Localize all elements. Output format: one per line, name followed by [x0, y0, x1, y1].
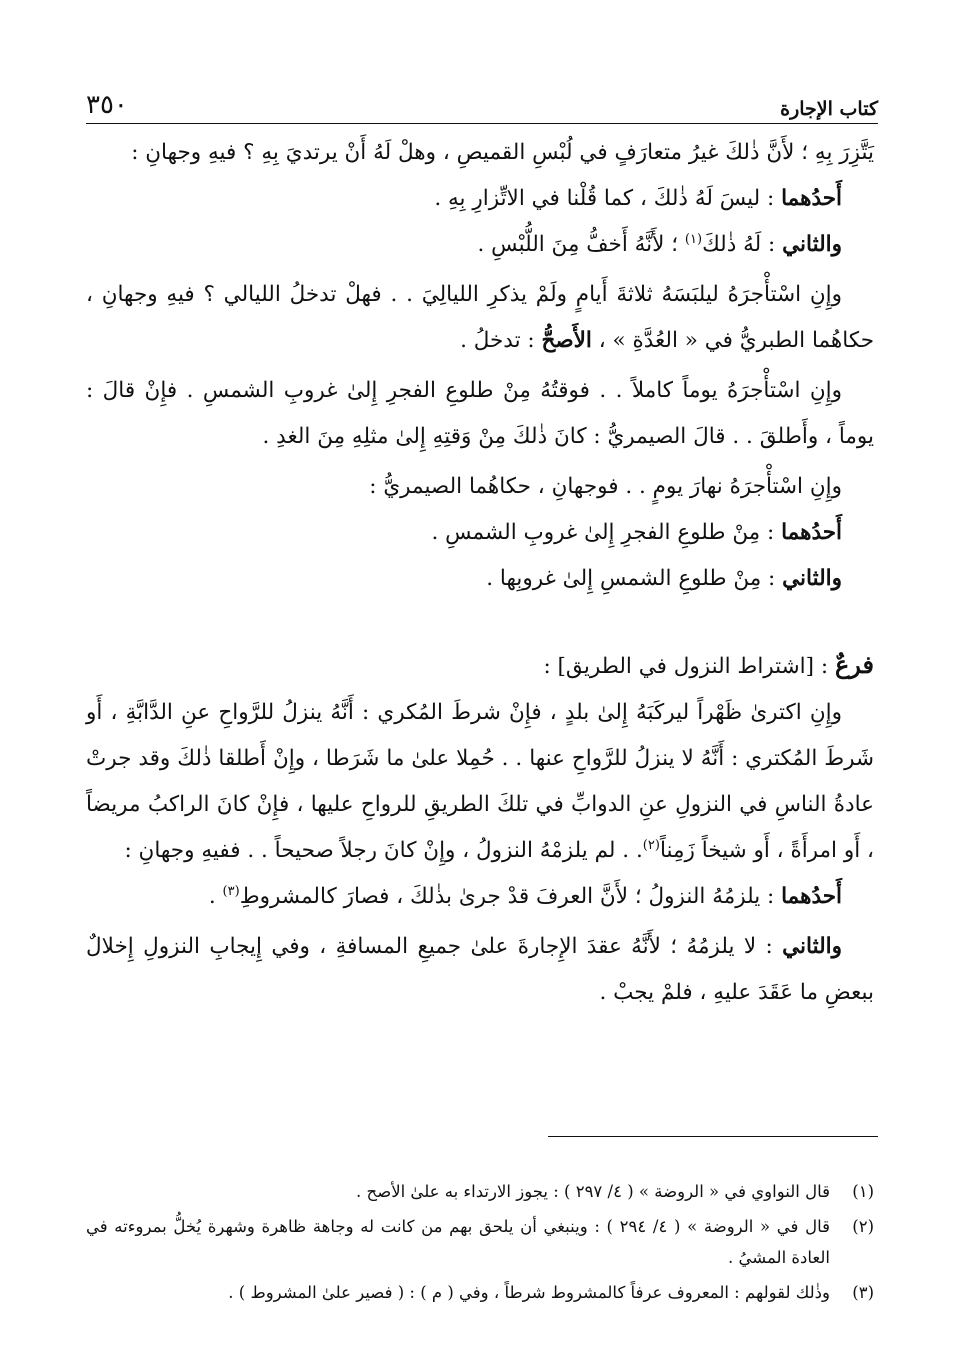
- ruling-label: الأَصحُّ: [541, 328, 592, 353]
- opinion-label: أَحدُهما: [781, 520, 842, 545]
- paragraph: [86, 130, 874, 176]
- paragraph-text: : يلزمُهُ النزولُ ؛ لأَنَّ العرفَ قدْ جرىٰ بذٰلكَ ، فصارَ كالمشروطِ: [239, 884, 775, 909]
- opinion-label: والثاني: [782, 934, 842, 959]
- paragraph: [86, 924, 874, 1016]
- footnote-text: قال في « الروضة » ( ٤/ ٢٩٤ ) : وينبغي أن يلحق بهم من كانت له وجاهة ظاهرة وشهرة يُخلُّ بمروءته في العادة المشيُ .: [86, 1217, 830, 1267]
- main-text: [86, 130, 874, 1016]
- opinion-label: والثاني: [782, 566, 842, 591]
- section-title: : [اشتراط النزول في الطريق] :: [543, 654, 829, 679]
- section-heading: [86, 642, 874, 690]
- paragraph-text: : مِنْ طلوعِ الفجرِ إِلىٰ غروبِ الشمسِ .: [431, 520, 775, 545]
- paragraph: [86, 556, 874, 602]
- paragraph-text: وإِنِ اسْتأْجرَهُ ليلبَسَهُ ثلاثةَ أَيامٍ ولَمْ يذكرِ الليالِيَ . . فهلْ تدخلُ الليالي ؟ فيهِ وجهانِ ، حكاهُما الطبريُّ في « العُدَّةِ » ،: [86, 282, 874, 353]
- paragraph-text: : لا يلزمُهُ ؛ لأَنَّهُ عقدَ الإِجارةَ علىٰ جميعِ المسافةِ ، وفي إِيجابِ النزولِ إِخلالٌ ببعضِ ما عَقَدَ عليهِ ، فلمْ يجبْ .: [86, 934, 874, 1005]
- opinion-label: أَحدُهما: [781, 884, 842, 909]
- page-header: [86, 84, 878, 120]
- paragraph-text: . . لم يلزمْهُ النزولُ ، وإِنْ كانَ رجلاً صحيحاً . . ففيهِ وجهانِ :: [124, 838, 643, 863]
- paragraph: [86, 222, 874, 268]
- footnote-reference[interactable]: (٣): [222, 883, 240, 899]
- paragraph-text: يَتَّزِرَ بِهِ ؛ لأَنَّ ذٰلكَ غيرُ متعارَفٍ في لُبْسِ القميصِ ، وهلْ لَهُ أَنْ يرتديَ بِهِ ؟ فيهِ وجهانِ :: [131, 140, 874, 165]
- footnotes: [86, 1176, 874, 1312]
- header-rule: [86, 123, 878, 124]
- footnote-reference[interactable]: (٢): [642, 837, 660, 853]
- footnote-text: قال النواوي في « الروضة » ( ٤/ ٢٩٧ ) : يجوز الارتداء به علىٰ الأصح .: [356, 1182, 830, 1201]
- paragraph-text: وإِنِ اسْتأْجرَهُ نهارَ يومٍ . . فوجهانِ ، حكاهُما الصيمريُّ :: [369, 474, 842, 499]
- section-label: فرعٌ: [834, 650, 874, 679]
- paragraph-text: وإِنِ اكترىٰ ظَهْراً ليركَبَهُ إِلىٰ بلدٍ ، فإِنْ شرطَ المُكري : أَنَّهُ ينزلُ للرَّواحِ عنِ الدَّابَّةِ ، أَو شَرطَ المُكتري : أَنَّهُ لا ينزلُ للرَّواحِ عنها . . حُمِلا علىٰ ما شَرَطا ، وإِنْ أَطلقا ذٰلكَ وقد جرتْ عادةُ الناسِ في النزولِ عنِ الدوابِّ في تلكَ الطريقِ للرواحِ عليها ، فإِنْ كانَ الراكبُ مريضاً ، أَو امرأَةً ، أَو شيخاً زَمِناً: [86, 700, 874, 863]
- paragraph-text: .: [208, 884, 216, 909]
- paragraph: [86, 272, 874, 364]
- paragraph-text: وإِنِ اسْتأْجرَهُ يوماً كاملاً . . فوقتُهُ مِنْ طلوعِ الفجرِ إِلىٰ غروبِ الشمسِ . فإِنْ قالَ : يوماً ، وأَطلقَ . . قالَ الصيمريُّ : كانَ ذٰلكَ مِنْ وَقتِهِ إِلىٰ مثلِهِ مِنَ الغدِ .: [86, 378, 874, 449]
- paragraph: [86, 176, 874, 222]
- paragraph: [86, 510, 874, 556]
- opinion-label: أَحدُهما: [781, 186, 842, 211]
- paragraph-text: : مِنْ طلوعِ الشمسِ إِلىٰ غروبِها .: [486, 566, 776, 591]
- paragraph-text: : تدخلُ .: [460, 328, 535, 353]
- paragraph: [86, 874, 874, 920]
- footnote: [86, 1176, 874, 1207]
- footnote-rule: [548, 1136, 878, 1137]
- running-title: كتاب الإجارة: [780, 98, 878, 120]
- paragraph-text: : ليسَ لَهُ ذٰلكَ ، كما قُلْنا في الاتِّزارِ بِهِ .: [434, 186, 775, 211]
- footnote: [86, 1211, 874, 1273]
- paragraph: [86, 368, 874, 460]
- footnote-text: وذٰلك لقولهم : المعروف عرفاً كالمشروط شرطاً ، وفي ( م ) : ( فصير علىٰ المشروط ) .: [228, 1283, 830, 1302]
- footnote-number: (٣): [852, 1283, 874, 1302]
- paragraph-text: : لَهُ ذٰلكَ: [702, 232, 776, 257]
- footnote-number: (١): [852, 1182, 874, 1201]
- paragraph: [86, 690, 874, 874]
- paragraph: [86, 464, 874, 510]
- footnote-number: (٢): [852, 1217, 874, 1236]
- paragraph-text: ؛ لأَنَّهُ أَخفُّ مِنَ اللُّبْسِ .: [477, 232, 679, 257]
- footnote: [86, 1277, 874, 1308]
- page-number: ٣٥٠: [86, 90, 128, 120]
- opinion-label: والثاني: [782, 232, 842, 257]
- footnote-reference[interactable]: (١): [684, 231, 703, 247]
